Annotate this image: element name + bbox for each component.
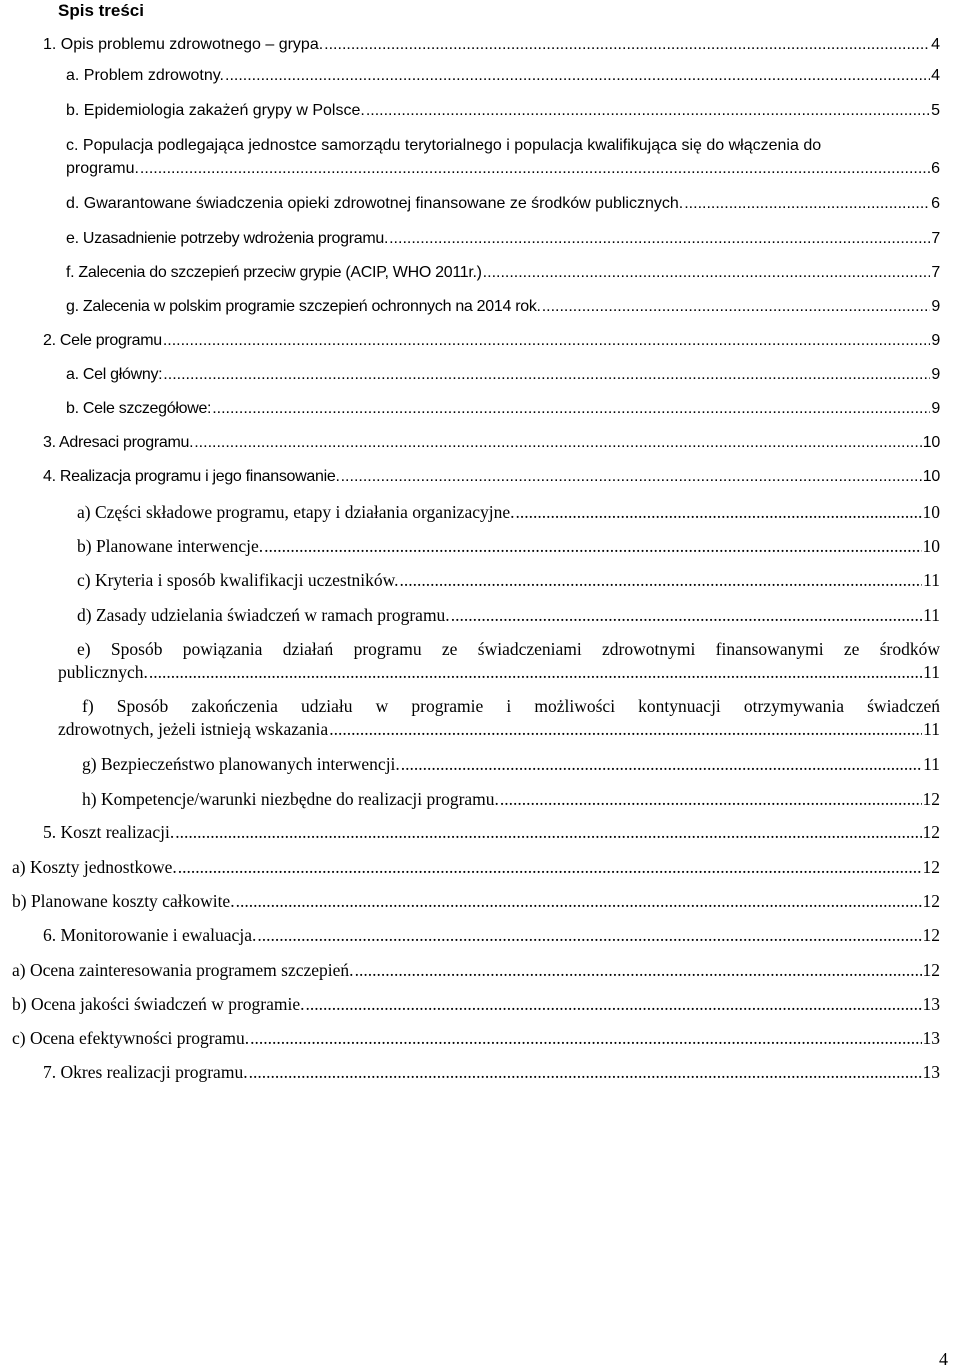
toc-entry-label: b. Epidemiologia zakażeń grypy w Polsce. [66, 102, 365, 119]
toc-entry-page: 13 [922, 994, 940, 1014]
toc-entry-5b[interactable] [12, 890, 940, 912]
toc-entry-page: 11 [923, 605, 940, 625]
toc-entry-label: b) Ocena jakości świadczeń w programie. [12, 994, 305, 1014]
toc-entry-label: 6. Monitorowanie i ewaluacja. [43, 925, 257, 945]
toc-entry-1e[interactable] [66, 228, 940, 250]
toc-entry-page: 11 [923, 754, 940, 774]
toc-entry-page: 9 [931, 366, 940, 383]
toc-entry-page: 12 [922, 822, 940, 842]
toc-entry-label: c) Ocena efektywności programu. [12, 1028, 250, 1048]
toc-entry-page: 12 [922, 789, 940, 809]
toc-entry-2[interactable] [43, 330, 940, 352]
toc-entry-page: 13 [922, 1062, 940, 1082]
toc-entry-4f-cont[interactable] [58, 718, 940, 740]
toc-entry-4h[interactable] [82, 788, 940, 810]
toc-entry-label: 1. Opis problemu zdrowotnego – grypa. [43, 36, 324, 53]
toc-entry-label: b) Planowane koszty całkowite. [12, 891, 235, 911]
toc-entry-page: 9 [931, 298, 940, 315]
toc-entry-page: 12 [922, 857, 940, 877]
toc-entry-label: 3. Adresaci programu. [43, 434, 194, 451]
toc-entry-page: 12 [922, 891, 940, 911]
toc-entry-4f[interactable] [82, 695, 940, 717]
toc-entry-label: publicznych. [58, 662, 148, 682]
toc-entry-label: a. Cel główny: [66, 366, 163, 383]
toc-entry-label: programu. [66, 160, 139, 177]
toc-entry-4a[interactable] [77, 501, 940, 523]
toc-entry-page: 7 [931, 264, 940, 281]
toc-entry-page: 6 [931, 195, 940, 212]
toc-entry-label: 5. Koszt realizacji. [43, 822, 175, 842]
toc-entry-4g[interactable] [82, 753, 940, 775]
toc-entry-label: a. Problem zdrowotny. [66, 67, 224, 84]
toc-entry-page: 10 [922, 536, 940, 556]
toc-entry-4e[interactable] [77, 638, 940, 660]
toc-entry-5a[interactable] [12, 856, 940, 878]
toc-entry-label-line1: e) Sposób powiązania działań programu ze świadczeniami zdrowotnymi finansowanymi ze środków [77, 639, 940, 659]
toc-entry-label: a) Części składowe programu, etapy i działania organizacyjne. [77, 502, 515, 522]
toc-entry-1d[interactable] [66, 193, 940, 215]
page-number: 4 [939, 1349, 948, 1369]
toc-entry-1c-cont[interactable] [66, 158, 940, 180]
toc-entry-1c[interactable] [66, 135, 940, 157]
toc-entry-label: 2. Cele programu [43, 332, 162, 349]
toc-entry-page: 4 [931, 36, 940, 53]
toc-entry-6b[interactable] [12, 993, 940, 1015]
toc-entry-label-line1: c. Populacja podlegająca jednostce samorządu terytorialnego i populacja kwalifikująca się do włączenia do [66, 137, 822, 154]
toc-title: Spis treści [58, 1, 144, 20]
toc-entry-label: e. Uzasadnienie potrzeby wdrożenia programu. [66, 230, 389, 247]
toc-entry-1g[interactable] [66, 296, 940, 318]
toc-entry-4b[interactable] [77, 535, 940, 557]
toc-entry-6a[interactable] [12, 959, 940, 981]
toc-entry-label-line1: f) Sposób zakończenia udziału w programie i możliwości kontynuacji otrzymywania świadczeń [82, 696, 940, 716]
toc-entry-4c[interactable] [77, 569, 940, 591]
toc-entry-1b[interactable] [66, 100, 940, 122]
toc-entry-page: 12 [922, 960, 940, 980]
toc-entry-2a[interactable] [66, 364, 940, 386]
toc-entry-2b[interactable] [66, 398, 940, 420]
toc-entry-page: 9 [931, 332, 940, 349]
toc-entry-label: g) Bezpieczeństwo planowanych interwencji. [82, 754, 400, 774]
toc-entry-label: zdrowotnych, jeżeli istnieją wskazania [58, 719, 329, 739]
toc-entry-7[interactable] [43, 1061, 940, 1083]
toc-entry-label: c) Kryteria i sposób kwalifikacji uczestników. [77, 570, 399, 590]
toc-entry-label: d) Zasady udzielania świadczeń w ramach programu. [77, 605, 450, 625]
toc-entry-label: 4. Realizacja programu i jego finansowanie. [43, 468, 340, 485]
toc-entry-1a[interactable] [66, 65, 940, 87]
toc-entry-3[interactable] [43, 432, 940, 454]
toc-entry-page: 9 [931, 400, 940, 417]
toc-entry-label: b) Planowane interwencje. [77, 536, 264, 556]
toc-entry-label: b. Cele szczegółowe: [66, 400, 212, 417]
toc-entry-page: 11 [923, 719, 940, 739]
toc-entry-1f[interactable] [66, 262, 940, 284]
toc-entry-page: 10 [922, 468, 940, 485]
toc-entry-page: 13 [922, 1028, 940, 1048]
toc-entry-4d[interactable] [77, 604, 940, 626]
toc-entry-page: 5 [931, 102, 940, 119]
toc-entry-5[interactable] [43, 821, 940, 843]
toc-entry-page: 4 [931, 67, 940, 84]
toc-entry-page: 12 [922, 925, 940, 945]
toc-entry-page: 10 [922, 434, 940, 451]
toc-entry-label: a) Koszty jednostkowe. [12, 857, 177, 877]
toc-entry-4[interactable] [43, 466, 940, 488]
toc-entry-label: g. Zalecenia w polskim programie szczepień ochronnych na 2014 rok. [66, 298, 541, 315]
toc-entry-6[interactable] [43, 924, 940, 946]
toc-entry-4e-cont[interactable] [58, 661, 940, 683]
toc-entry-label: h) Kompetencje/warunki niezbędne do realizacji programu. [82, 789, 499, 809]
toc-entry-1[interactable] [43, 34, 940, 56]
toc-entry-6c[interactable] [12, 1027, 940, 1049]
toc-entry-label: d. Gwarantowane świadczenia opieki zdrowotnej finansowane ze środków publicznych. [66, 195, 684, 212]
toc-entry-page: 11 [923, 662, 940, 682]
toc-entry-label: a) Ocena zainteresowania programem szczepień. [12, 960, 354, 980]
toc-entry-label: f. Zalecenia do szczepień przeciw grypie (ACIP, WHO 2011r.) [66, 264, 482, 281]
toc-entry-label: 7. Okres realizacji programu. [43, 1062, 248, 1082]
toc-entry-page: 6 [931, 160, 940, 177]
toc-entry-page: 7 [931, 230, 940, 247]
toc-entry-page: 11 [923, 570, 940, 590]
toc-entry-page: 10 [922, 502, 940, 522]
